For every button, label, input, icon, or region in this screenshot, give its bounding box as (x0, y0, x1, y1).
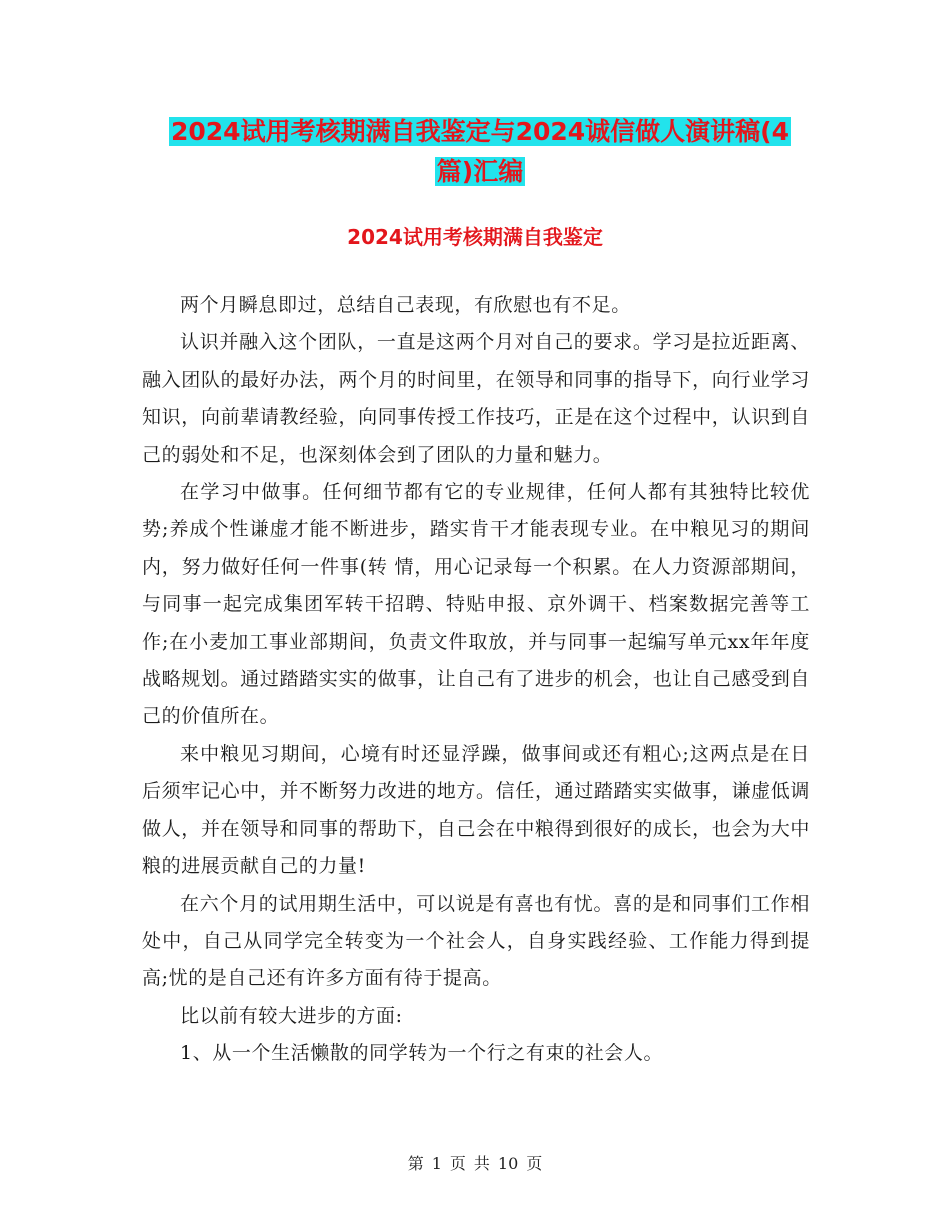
footer-page-current: 1 (431, 1154, 442, 1173)
paragraph: 两个月瞬息即过，总结自己表现，有欣慰也有不足。 (180, 294, 631, 316)
footer-page-total: 10 (497, 1154, 519, 1173)
paragraph: 比以前有较大进步的方面: (180, 1004, 403, 1027)
document-title-line2: 篇)汇编 (436, 157, 524, 186)
section-title: 2024试用考核期满自我鉴定 (347, 225, 603, 249)
paragraph: 认识并融入这个团队，一直是这两个月对自己的要求。学习是拉近距离、融入团队的最好办法，两个月的时间里，在领导和同事的指导下，向行业学习知识，向前辈请教经验，向同事传授工作技巧，正是在这个过程中，认识到自己的弱处和不足，也深刻体会到了团队的力量和魅力。 (142, 331, 810, 466)
footer-ye2: 页 (526, 1154, 543, 1173)
footer-di: 第 (407, 1154, 424, 1173)
document-body (142, 287, 810, 1073)
paragraph: 1、从一个生活懒散的同学转为一个行之有束的社会人。 (180, 1042, 664, 1065)
document-title-line1: 2024试用考核期满自我鉴定与2024诚信做人演讲稿(4 (171, 117, 789, 146)
paragraph: 来中粮见习期间，心境有时还显浮躁，做事间或还有粗心;这两点是在日后须牢记心中，并不断努力改进的地方。信任，通过踏踏实实做事，谦虚低调做人，并在领导和同事的帮助下，自己会在中粮得到很好的成长，也会为大中粮的进展贡献自己的力量! (142, 742, 810, 878)
page-footer (0, 1152, 950, 1176)
paragraph: 在六个月的试用期生活中，可以说是有喜也有忧。喜的是和同事们工作相处中，自己从同学完全转变为一个社会人，自身实践经验、工作能力得到提高;忧的是自己还有许多方面有待于提高。 (142, 892, 810, 990)
footer-gong: 共 (473, 1154, 490, 1173)
document-title (140, 112, 820, 192)
footer-ye: 页 (449, 1154, 466, 1173)
paragraph: 在学习中做事。任何细节都有它的专业规律，任何人都有其独特比较优势;养成个性谦虚才能不断进步，踏实肯干才能表现专业。在中粮见习的期间内，努力做好任何一件事(转 情，用心记录每一个积累。在人力资源部期间，与同事一起完成集团军转干招聘、特贴申报、京外调干、档案数据完善等工作;在小麦加工事业部期间，负责文件取放，并与同事一起编写单元xx年年度战略规划。通过踏踏实实的做事，让自己有了进步的机会，也让自己感受到自己的价值所在。 (142, 481, 810, 728)
